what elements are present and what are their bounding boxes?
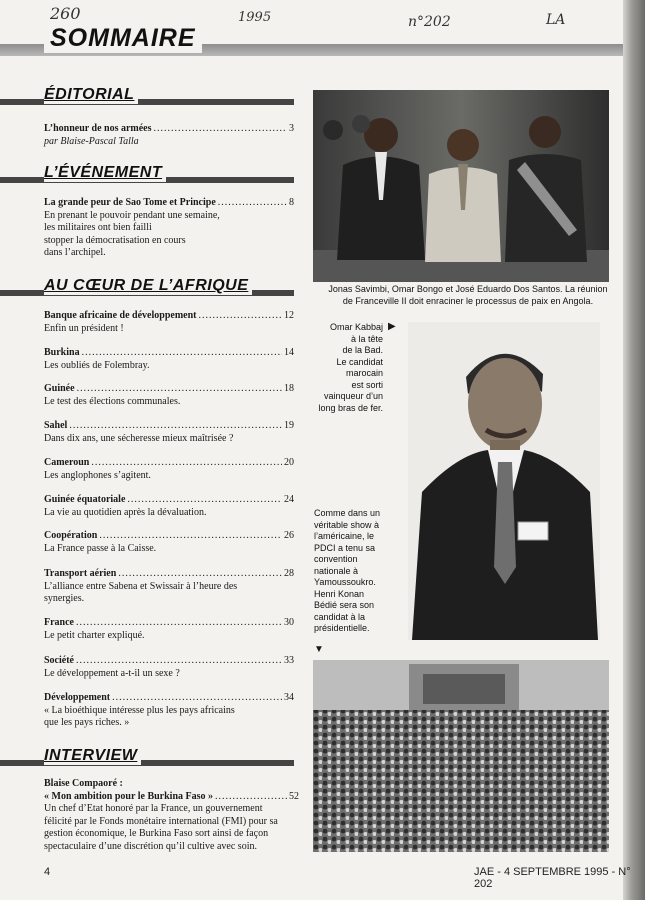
- entry-desc: La vie au quotidien après la dévaluation.: [44, 506, 207, 518]
- toc-entry-sahel[interactable]: [44, 420, 294, 445]
- toc-entry-burkina[interactable]: [44, 347, 294, 372]
- caption-line: est sorti: [351, 379, 383, 390]
- entry-desc-line: synergies.: [44, 593, 85, 604]
- entry-desc-line: félicité par le Fonds monétaire international (FMI) pour sa: [44, 815, 278, 827]
- toc-entry-developpement[interactable]: [44, 692, 294, 730]
- entry-page: 30: [284, 617, 294, 628]
- entry-title: Cameroun: [44, 457, 90, 468]
- entry-desc-line: stopper la démocratisation en cours: [44, 234, 186, 246]
- toc-entry-guinee-equatoriale[interactable]: [44, 494, 294, 519]
- page-number: 4: [44, 866, 51, 878]
- toc-entry-guinee[interactable]: [44, 383, 294, 408]
- entry-title: Transport aérien: [44, 568, 117, 579]
- caption-line: Henri Konan: [314, 588, 365, 599]
- entry-page: 8: [289, 197, 294, 208]
- section-title-editorial: ÉDITORIAL: [44, 86, 138, 104]
- caption-line: candidat à la: [314, 611, 366, 622]
- entry-desc-line: gestion économique, le Burkina Faso sort ainsi de façon: [44, 828, 269, 839]
- toc-entry-cooperation[interactable]: [44, 530, 294, 555]
- entry-title: Burkina: [44, 347, 80, 358]
- caption-line: nationale à: [314, 565, 359, 576]
- caption-line: de Franceville II doit enraciner le processus de paix en Angola.: [342, 295, 594, 306]
- arrow-down-icon: ▼: [314, 644, 324, 655]
- entry-title: Sahel: [44, 420, 68, 431]
- entry-page: 12: [284, 310, 294, 321]
- caption-line: marocain: [345, 368, 383, 378]
- entry-title: Blaise Compaoré :: [44, 778, 123, 789]
- entry-desc-line: En prenant le pouvoir pendant une semaine,: [44, 209, 220, 221]
- entry-title: L’honneur de nos armées: [44, 123, 152, 134]
- entry-title: Guinée: [44, 383, 75, 394]
- caption-line: l’américaine, le: [314, 531, 375, 541]
- photo-kabbaj: [408, 322, 600, 640]
- handwritten-note-3: n°202: [408, 14, 451, 30]
- entry-page: 52: [289, 790, 299, 802]
- page-binding-edge: [623, 0, 645, 900]
- entry-title: France: [44, 617, 74, 628]
- entry-page: 33: [284, 655, 294, 666]
- entry-title: La grande peur de Sao Tome et Principe: [44, 197, 216, 208]
- handwritten-note-4: LA: [546, 12, 566, 28]
- toc-entry-societe[interactable]: [44, 655, 294, 680]
- entry-desc-line: Un chef d’Etat honoré par la France, un gouvernement: [44, 803, 263, 814]
- entry-title: Coopération: [44, 530, 98, 541]
- photo-crowd: [313, 660, 609, 852]
- toc-entry-france[interactable]: [44, 617, 294, 642]
- caption-line: convention: [314, 554, 358, 564]
- entry-title: Société: [44, 655, 74, 666]
- entry-title: Développement: [44, 692, 111, 703]
- pdci-caption: [314, 508, 404, 635]
- toc-entry-interview[interactable]: [44, 778, 299, 853]
- caption-line: vainqueur d’un: [323, 391, 383, 401]
- entry-page: 26: [284, 530, 294, 541]
- entry-page: 34: [284, 692, 294, 703]
- toc-entry-sao-tome[interactable]: [44, 197, 294, 260]
- photo-leaders: [313, 90, 609, 282]
- caption-line: Omar Kabbaj: [329, 322, 383, 332]
- kabbaj-caption: [300, 322, 383, 414]
- entry-byline: par Blaise-Pascal Talla: [44, 135, 139, 147]
- entry-page: 24: [284, 494, 294, 505]
- entry-desc-line: spectaculaire d’une discrétion qu’il cultive avec soin.: [44, 840, 257, 852]
- entry-desc-line: les militaires ont bien failli: [44, 222, 152, 233]
- handwritten-note-1: 260: [50, 4, 81, 23]
- caption-line: PDCI a tenu sa: [314, 542, 376, 553]
- entry-page: 14: [284, 347, 294, 358]
- section-title-afrique: AU CŒUR DE L’AFRIQUE: [44, 277, 252, 295]
- entry-desc: Le développement a-t-il un sexe ?: [44, 667, 180, 679]
- entry-title-2: « Mon ambition pour le Burkina Faso »: [44, 790, 214, 802]
- caption-line: véritable show à: [314, 519, 380, 530]
- entry-desc-line: dans l’archipel.: [44, 247, 106, 258]
- entry-title: Guinée équatoriale: [44, 494, 126, 505]
- photo-leaders-caption: [318, 284, 618, 307]
- caption-line: Bédié sera son: [314, 600, 375, 610]
- section-title-evenement: L’ÉVÉNEMENT: [44, 164, 166, 182]
- entry-page: 28: [284, 568, 294, 579]
- entry-desc-line: que les pays riches. »: [44, 717, 130, 728]
- entry-desc: Les anglophones s’agitent.: [44, 469, 151, 481]
- toc-entry-editorial[interactable]: [44, 123, 294, 148]
- page-title: SOMMAIRE: [44, 24, 202, 53]
- caption-line: Le candidat: [336, 356, 383, 367]
- toc-entry-bad[interactable]: [44, 310, 294, 335]
- caption-line: Comme dans un: [314, 508, 381, 518]
- entry-desc: Le petit charter expliqué.: [44, 629, 145, 641]
- caption-line: Jonas Savimbi, Omar Bongo et José Eduardo Dos Santos. La réunion: [328, 284, 608, 294]
- entry-page: 18: [284, 383, 294, 394]
- arrow-right-icon: ▶: [388, 321, 396, 332]
- caption-line: Yamoussoukro.: [314, 577, 376, 587]
- entry-desc: Enfin un président !: [44, 322, 124, 334]
- entry-desc: Le test des élections communales.: [44, 395, 181, 407]
- caption-line: long bras de fer.: [318, 402, 383, 413]
- toc-entry-transport-aerien[interactable]: [44, 568, 294, 606]
- entry-desc-line: « La bioéthique intéresse plus les pays africains: [44, 704, 235, 716]
- caption-line: à la tête: [350, 333, 383, 344]
- handwritten-note-2: 1995: [238, 10, 272, 25]
- entry-page: 20: [284, 457, 294, 468]
- entry-desc-line: L’alliance entre Sabena et Swissair à l’heure des: [44, 580, 238, 592]
- entry-page: 19: [284, 420, 294, 431]
- caption-line: de la Bad.: [342, 345, 383, 355]
- toc-entry-cameroun[interactable]: [44, 457, 294, 482]
- issue-info: JAE - 4 SEPTEMBRE 1995 - N° 202: [474, 866, 631, 890]
- entry-desc: La France passe à la Caisse.: [44, 542, 157, 554]
- caption-line: présidentielle.: [314, 623, 370, 633]
- section-title-interview: INTERVIEW: [44, 747, 141, 765]
- entry-desc: Les oubliés de Folembray.: [44, 359, 150, 371]
- entry-title: Banque africaine de développement: [44, 310, 197, 321]
- entry-page: 3: [289, 123, 294, 134]
- entry-desc: Dans dix ans, une sécheresse mieux maîtrisée ?: [44, 432, 234, 444]
